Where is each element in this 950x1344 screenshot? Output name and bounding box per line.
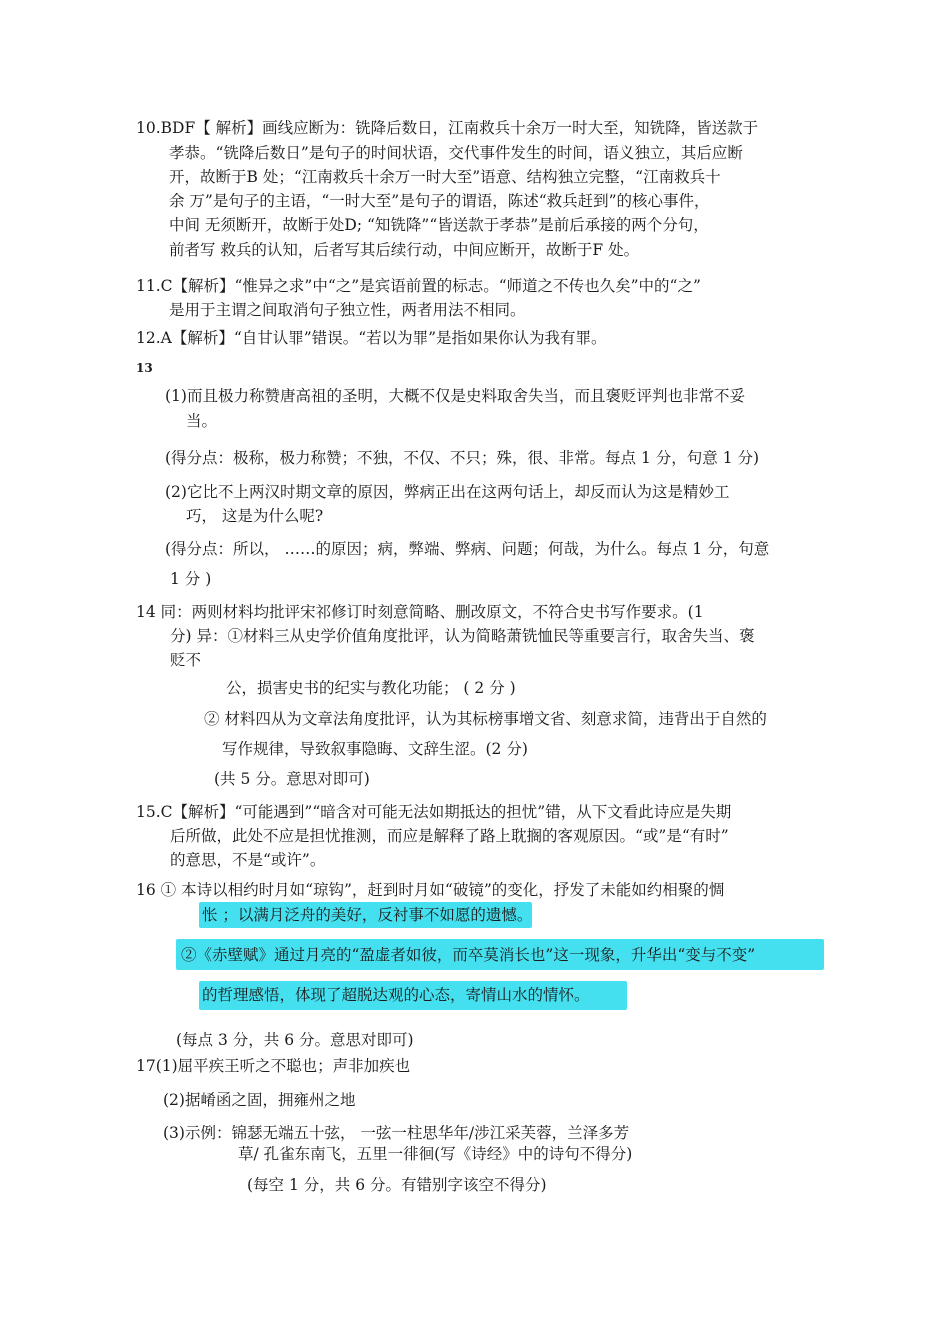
q14-line1: 14 同：两则材料均批评宋祁修订时刻意简略、删改原文，不符合史书写作要求。(1 [136, 603, 704, 621]
q12-line1: 12.A【解析】“自甘认罪”错误。“若以为罪”是指如果你认为我有罪。 [136, 329, 607, 347]
q17-line2: (2)据崤函之固，拥雍州之地 [163, 1091, 356, 1109]
q15-line3: 的意思，不是“或许”。 [170, 851, 326, 869]
q17-line3: (3)示例：锦瑟无端五十弦， 一弦一柱思华年/涉江采芙蓉，兰泽多芳 [163, 1124, 630, 1142]
q11-line1: 11.C【解析】“惟异之求”中“之”是宾语前置的标志。“师道之不传也久矣”中的“之” [136, 277, 701, 295]
q10-line1: 10.BDF【 解析】画线应断为：铣降后数日，江南救兵十余万一时大至，知铣降，皆送款于 [136, 119, 759, 137]
q14-line2: 分) 异：①材料三从史学价值角度批评，认为简略萧铣恤民等重要言行，取舍失当、褒 [170, 627, 755, 645]
q17-scoring: (每空 1 分，共 6 分。有错别字该空不得分) [247, 1176, 547, 1194]
q10-line3: 开，故断于B 处；“江南救兵十余万一时大至”语意、结构独立完整，“江南救兵十 [169, 168, 721, 186]
q16-line4: 的哲理感悟，体现了超脱达观的心态，寄情山水的情怀。 [202, 986, 590, 1004]
q14-line6: 写作规律，导致叙事隐晦、文辞生涩。(2 分) [222, 740, 528, 758]
q15-line2: 后所做，此处不应是担忧推测，而应是解释了路上耽搁的客观原因。“或”是“有时” [170, 827, 729, 845]
q17-line1: 17(1)屈平疾王听之不聪也；声非加疾也 [136, 1057, 411, 1075]
q13-a-scoring: (得分点：极称，极力称赞；不独，不仅、不只；殊，很、非常。每点 1 分，句意 1 分) [165, 449, 760, 467]
q16-line2: 怅 ；以满月泛舟的美好，反衬事不如愿的遗憾。 [202, 906, 533, 924]
q10-line5: 中间 无须断开，故断于处D; “知铣降”“皆送款于孝恭”是前后承接的两个分句， [169, 216, 709, 234]
q11-line2: 是用于主谓之间取消句子独立性，两者用法不相同。 [169, 301, 526, 319]
q16-line3: ②《赤壁赋》通过月亮的“盈虚者如彼，而卒莫消长也”这一现象，升华出“变与不变” [181, 946, 756, 964]
q15-line1: 15.C【解析】“可能遇到”“暗含对可能无法如期抵达的担忧”错，从下文看此诗应是失期 [136, 803, 732, 821]
q13-b-line1: (2)它比不上两汉时期文章的原因，弊病正出在这两句话上，却反而认为这是精妙工 [165, 483, 730, 501]
q14-total: (共 5 分。意思对即可) [214, 770, 370, 788]
q13-b-line2: 巧， 这是为什么呢? [186, 507, 324, 525]
q10-line4: 余 万”是句子的主语，“一时大至”是句子的谓语，陈述“救兵赶到”的核心事件， [169, 192, 710, 210]
q16-line1: 16 ① 本诗以相约时月如“琼钩”，赶到时月如“破镜”的变化，抒发了未能如约相聚的惆 [136, 881, 725, 899]
q14-line3: 贬不 [170, 651, 202, 669]
q17-line4: 草/ 孔雀东南飞，五里一徘徊(写《诗经》中的诗句不得分) [238, 1145, 633, 1163]
q14-line5: ② 材料四从为文章法角度批评，认为其标榜事增文省、刻意求简，违背出于自然的 [204, 710, 767, 728]
q13-number: 13 [136, 361, 153, 375]
q13-b-scoring-cont: 1 分 ) [170, 570, 212, 588]
q10-line2: 孝恭。“铣降后数日”是句子的时间状语，交代事件发生的时间，语义独立，其后应断 [169, 144, 743, 162]
q13-a-line1: (1)而且极力称赞唐高祖的圣明，大概不仅是史料取舍失当，而且褒贬评判也非常不妥 [165, 387, 745, 405]
q13-a-line2: 当。 [186, 412, 218, 430]
q16-scoring: (每点 3 分，共 6 分。意思对即可) [176, 1031, 414, 1049]
q10-line6: 前者写 救兵的认知，后者写其后续行动，中间应断开，故断于F 处。 [169, 241, 640, 259]
q14-line4: 公，损害史书的纪实与教化功能； ( 2 分 ) [226, 679, 516, 697]
q13-b-scoring: (得分点：所以， ……的原因；病，弊端、弊病、问题；何哉，为什么。每点 1 分，句意 [165, 540, 770, 558]
